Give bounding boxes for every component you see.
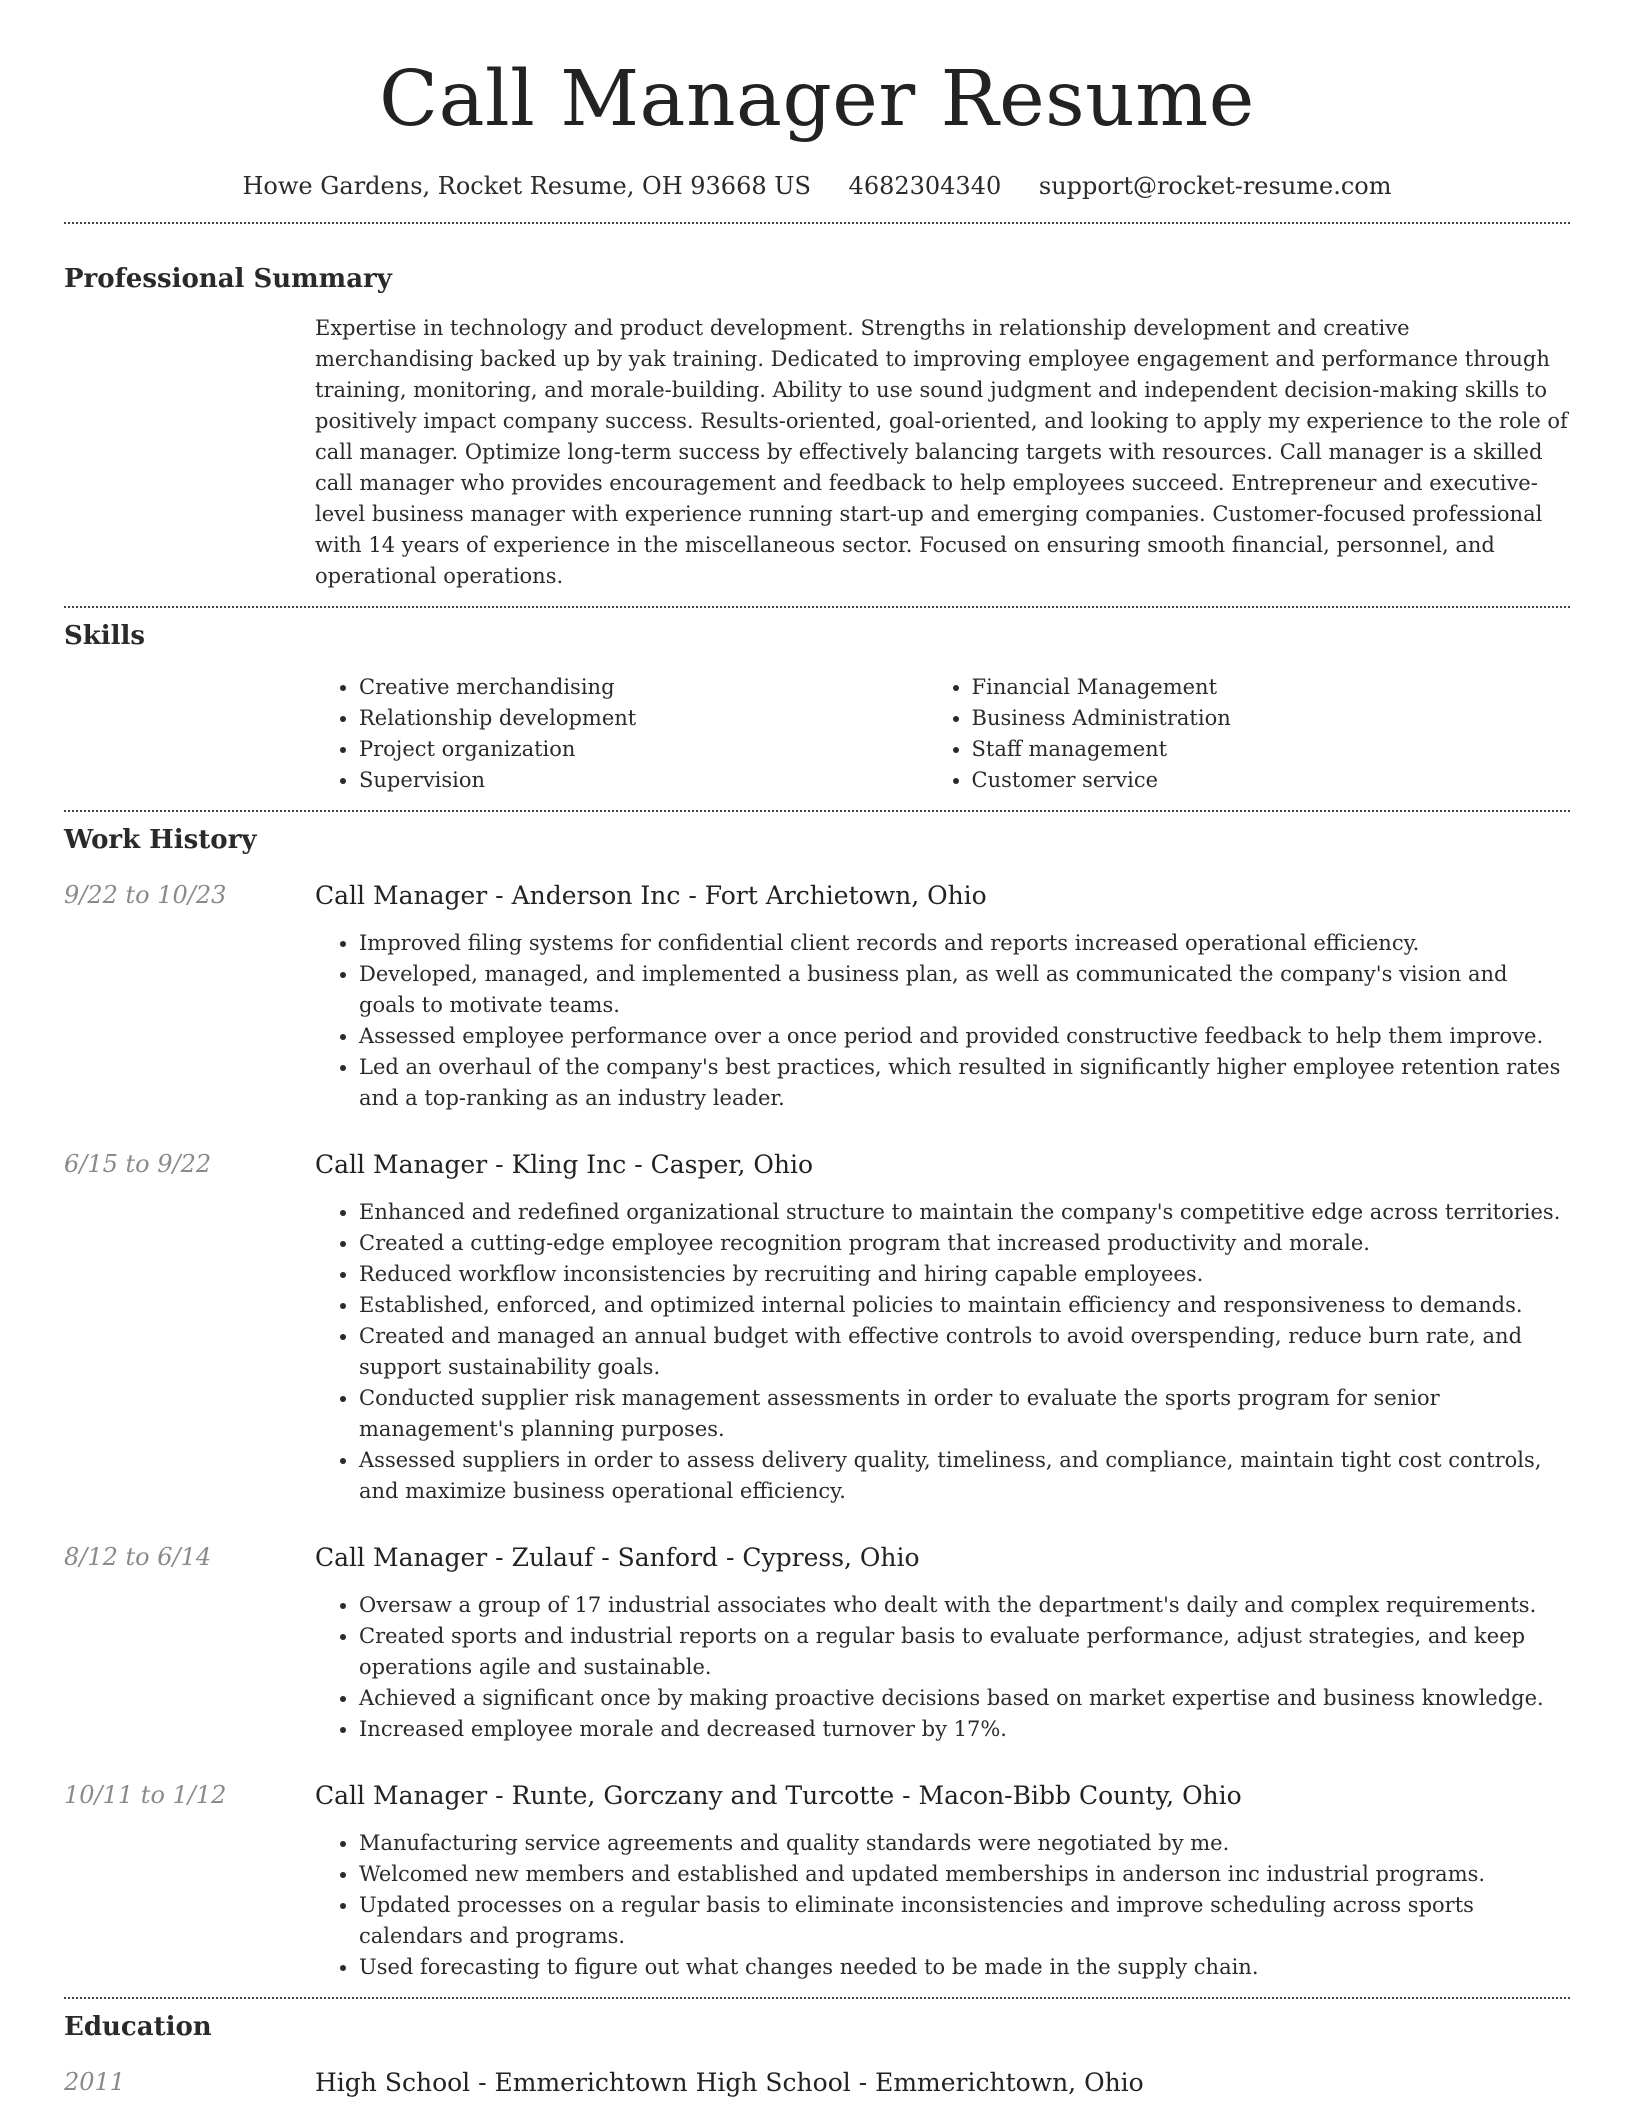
work-section	[64, 812, 1570, 1983]
skills-section	[64, 608, 1570, 796]
skill-item: • Staff management	[972, 734, 1570, 765]
job-header	[64, 879, 1570, 913]
contact-email: support@rocket-resume.com	[1038, 172, 1392, 200]
education-title: High School - Emmerichtown High School - Emmerichtown, Ohio	[315, 2068, 1144, 2097]
job-title: Call Manager - Anderson Inc - Fort Archietown, Ohio	[315, 881, 987, 910]
education-section	[64, 1999, 1570, 2100]
summary-left-spacer	[64, 313, 315, 592]
job-title: Call Manager - Kling Inc - Casper, Ohio	[315, 1150, 814, 1179]
job-bullet: • Increased employee morale and decreased turnover by 17%.	[359, 1714, 1570, 1745]
skills-left-spacer	[64, 672, 315, 796]
job-bullet: • Updated processes on a regular basis to eliminate inconsistencies and improve scheduling across sports calendars and programs.	[359, 1890, 1570, 1952]
job-bullet: • Established, enforced, and optimized internal policies to maintain efficiency and responsiveness to demands.	[359, 1290, 1570, 1321]
job-bullets-wrap	[315, 1828, 1570, 1983]
job-body	[64, 928, 1570, 1114]
job-left-spacer	[64, 1197, 315, 1507]
job-body	[64, 1197, 1570, 1507]
job-entry	[64, 1148, 1570, 1507]
job-left-spacer	[64, 1590, 315, 1745]
job-dates: 6/15 to 9/22	[64, 1150, 212, 1178]
summary-text: Expertise in technology and product development. Strengths in relationship development and creative merchandising backed up by yak training. Dedicated to improving employee engagement and performance through training, monitoring, and morale-building. Ability to use sound judgment and independent decision-making skills to positively impact company success. Results-oriented, goal-oriented, and looking to apply my experience to the role of call manager. Optimize long-term success by effectively balancing targets with resources. Call manager is a skilled call manager who provides encouragement and feedback to help employees succeed. Entrepreneur and executive-level business manager with experience running start-up and emerging companies. Customer-focused professional with 14 years of experience in the miscellaneous sector. Focused on ensuring smooth financial, personnel, and operational operations.	[315, 316, 1568, 588]
job-bullet: • Assessed employee performance over a once period and provided constructive feedback to help them improve.	[359, 1021, 1570, 1052]
job-header	[64, 1541, 1570, 1575]
contact-line	[64, 170, 1570, 202]
skill-item: • Financial Management	[972, 672, 1570, 703]
job-header	[64, 1779, 1570, 1813]
job-bullets	[315, 1197, 1570, 1507]
skill-item: • Customer service	[972, 765, 1570, 796]
job-body	[64, 1590, 1570, 1745]
job-entry	[64, 1779, 1570, 1983]
job-bullet: • Reduced workflow inconsistencies by recruiting and hiring capable employees.	[359, 1259, 1570, 1290]
job-bullets	[315, 928, 1570, 1114]
job-bullets-wrap	[315, 1197, 1570, 1507]
skills-list-left	[315, 672, 928, 796]
skills-grid	[315, 672, 1570, 796]
job-dates: 9/22 to 10/23	[64, 881, 227, 909]
skill-item: • Relationship development	[359, 703, 928, 734]
job-bullet: • Used forecasting to figure out what changes needed to be made in the supply chain.	[359, 1952, 1570, 1983]
job-left-spacer	[64, 1828, 315, 1983]
job-bullet: • Led an overhaul of the company's best practices, which resulted in significantly higher employee retention rates and a top-ranking as an industry leader.	[359, 1052, 1570, 1114]
job-bullets	[315, 1590, 1570, 1745]
job-bullet: • Welcomed new members and established and updated memberships in anderson inc industrial programs.	[359, 1859, 1570, 1890]
resume-title: Call Manager Resume	[379, 55, 1255, 144]
job-bullet: • Improved filing systems for confidential client records and reports increased operational efficiency.	[359, 928, 1570, 959]
job-bullets-wrap	[315, 928, 1570, 1114]
summary-body	[315, 313, 1570, 592]
resume-page	[64, 0, 1570, 2100]
job-dates: 10/11 to 1/12	[64, 1781, 227, 1809]
job-bullet: • Manufacturing service agreements and quality standards were negotiated by me.	[359, 1828, 1570, 1859]
skills-heading: Skills	[64, 621, 146, 651]
education-date: 2011	[64, 2068, 126, 2096]
job-body	[64, 1828, 1570, 1983]
job-bullet: • Created sports and industrial reports on a regular basis to evaluate performance, adjust strategies, and keep operations agile and sustainable.	[359, 1621, 1570, 1683]
summary-section	[64, 224, 1570, 592]
job-bullet: • Created a cutting-edge employee recognition program that increased productivity and morale.	[359, 1228, 1570, 1259]
education-heading: Education	[64, 2012, 212, 2042]
job-bullets-wrap	[315, 1590, 1570, 1745]
skill-item: • Supervision	[359, 765, 928, 796]
job-bullet: • Developed, managed, and implemented a business plan, as well as communicated the company's vision and goals to motivate teams.	[359, 959, 1570, 1021]
job-left-spacer	[64, 928, 315, 1114]
job-entry	[64, 879, 1570, 1114]
job-bullets	[315, 1828, 1570, 1983]
job-bullet: • Oversaw a group of 17 industrial associates who dealt with the department's daily and complex requirements.	[359, 1590, 1570, 1621]
skill-item: • Creative merchandising	[359, 672, 928, 703]
job-entry	[64, 1541, 1570, 1745]
skill-item: • Business Administration	[972, 703, 1570, 734]
contact-address: Howe Gardens, Rocket Resume, OH 93668 US	[242, 172, 811, 200]
job-title: Call Manager - Zulauf - Sanford - Cypress, Ohio	[315, 1543, 920, 1572]
skills-row	[64, 672, 1570, 796]
job-header	[64, 1148, 1570, 1182]
job-bullet: • Assessed suppliers in order to assess delivery quality, timeliness, and compliance, maintain tight cost controls, and maximize business operational efficiency.	[359, 1445, 1570, 1507]
work-heading: Work History	[64, 825, 257, 855]
job-bullet: • Created and managed an annual budget with effective controls to avoid overspending, reduce burn rate, and support sustainability goals.	[359, 1321, 1570, 1383]
skills-list-right	[928, 672, 1570, 796]
summary-heading: Professional Summary	[64, 264, 392, 294]
contact-phone: 4682304340	[848, 172, 1002, 200]
job-title: Call Manager - Runte, Gorczany and Turcotte - Macon-Bibb County, Ohio	[315, 1781, 1242, 1810]
education-entry	[64, 2066, 1570, 2100]
job-dates: 8/12 to 6/14	[64, 1543, 212, 1571]
skill-item: • Project organization	[359, 734, 928, 765]
job-bullet: • Achieved a significant once by making proactive decisions based on market expertise and business knowledge.	[359, 1683, 1570, 1714]
job-bullet: • Enhanced and redefined organizational structure to maintain the company's competitive edge across territories.	[359, 1197, 1570, 1228]
summary-row	[64, 313, 1570, 592]
job-bullet: • Conducted supplier risk management assessments in order to evaluate the sports program for senior management's planning purposes.	[359, 1383, 1570, 1445]
